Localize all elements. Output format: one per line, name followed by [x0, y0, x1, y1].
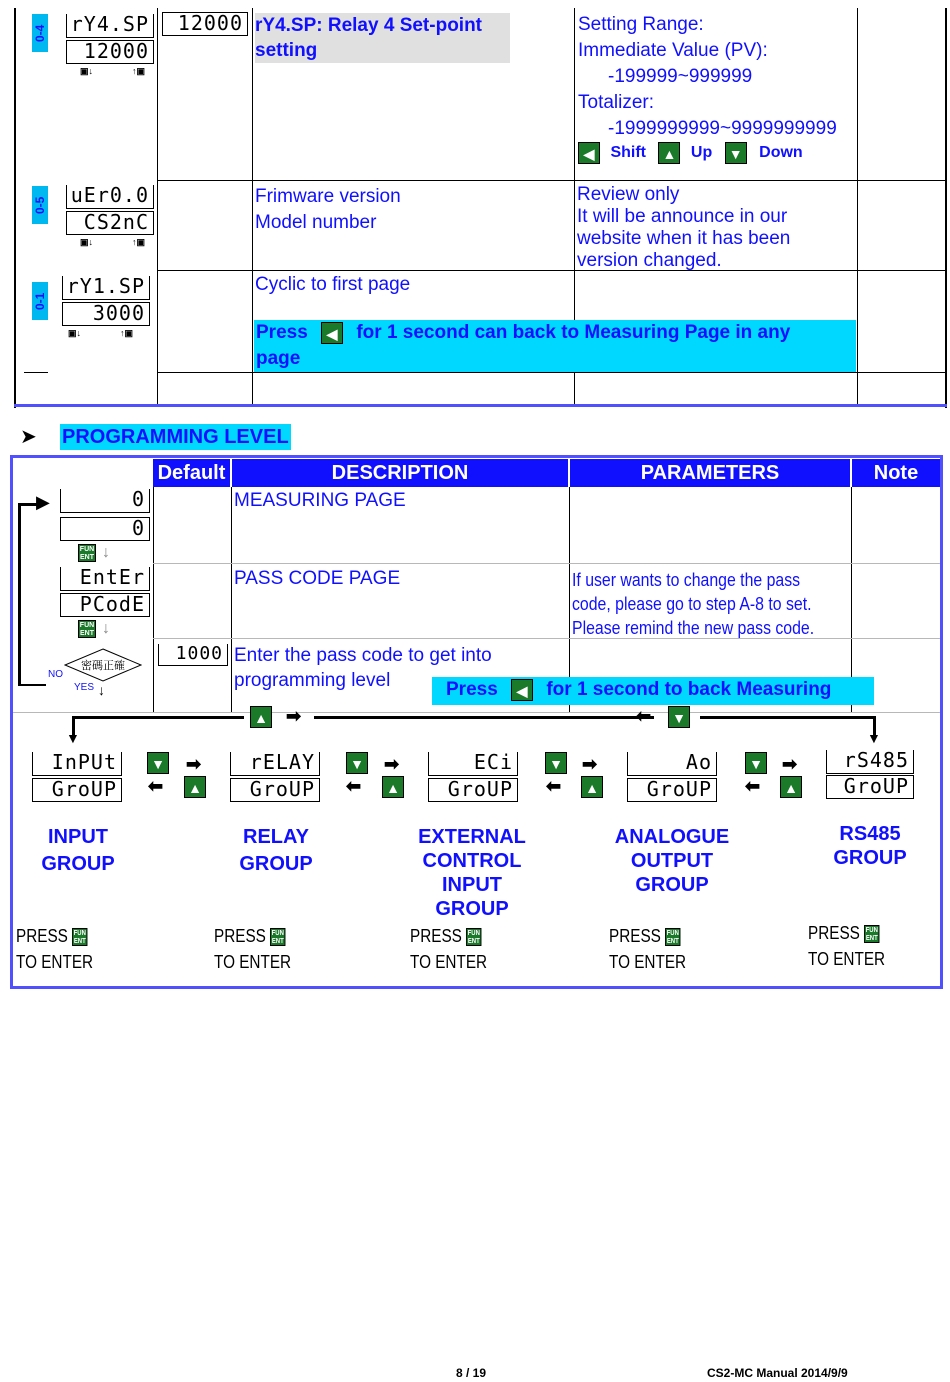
row-divider: [157, 180, 947, 181]
group-name: [218, 825, 334, 876]
lcd-display-bottom: 3000: [62, 302, 150, 326]
lcd-display-bottom: GroUP: [826, 775, 914, 799]
arrow-right-icon: ➡: [782, 754, 798, 774]
passcode-page-label: PASS CODE PAGE: [234, 568, 401, 589]
row-description: [255, 184, 401, 236]
up-key-icon: ▲: [382, 776, 404, 798]
down-key-icon: ▼: [545, 752, 567, 774]
group-name-line: GROUP: [833, 847, 907, 869]
key-down-icon: ▣↓: [80, 66, 94, 76]
manual-label: CS2-MC Manual 2014/9/9: [707, 1366, 848, 1380]
params-block: [578, 12, 837, 142]
press-enter-hint: [808, 920, 885, 972]
bullet-arrow-icon: ➤: [20, 426, 37, 448]
down-key-icon: ▼: [346, 752, 368, 774]
arrow-right-icon: ➡: [286, 706, 302, 726]
group-name-line: RS485: [839, 823, 901, 845]
down-label: Down: [759, 144, 803, 162]
row-divider: [157, 372, 947, 373]
down-key-icon: ▼: [725, 142, 747, 164]
press-enter-hint: [214, 923, 291, 975]
measuring-page-label: MEASURING PAGE: [234, 490, 406, 511]
press-hint-text: for 1 second can back to Measuring Page in any: [356, 322, 791, 343]
lcd-display-top: rELAY: [230, 752, 320, 776]
arrow-left-icon: ⬅: [148, 776, 164, 796]
up-key-icon: ▲: [184, 776, 206, 798]
loop-line: [18, 503, 21, 686]
step-label: 0-5: [32, 186, 48, 224]
group-name: [402, 825, 542, 921]
down-key-icon: ▲: [250, 706, 272, 728]
table-border-bottom: [10, 986, 943, 989]
lcd-display-top: uEr0.0: [66, 185, 154, 209]
shift-key-icon: ◀: [321, 322, 343, 344]
loop-line: [18, 684, 46, 686]
group-name-line: ANALOGUE: [614, 826, 730, 848]
enter-label: TO ENTER: [808, 949, 886, 969]
lcd-display-bottom: PCodE: [60, 593, 150, 617]
lcd-display-bottom: CS2nC: [66, 211, 154, 235]
params-line: Setting Range:: [578, 14, 704, 35]
passcode-params: [572, 568, 814, 640]
enter-label: TO ENTER: [410, 952, 488, 972]
desc-line: Frimware version: [255, 186, 401, 207]
params-line: If user wants to change the pass: [572, 570, 801, 590]
lcd-display-top: Ao: [627, 752, 717, 776]
lcd-display-top: InPUt: [32, 752, 122, 776]
shift-key-icon: ◀: [578, 142, 600, 164]
arrow-right-icon: ➡: [186, 754, 202, 774]
press-label: PRESS: [16, 926, 68, 946]
col-divider: [857, 8, 858, 404]
table-border-top: [10, 455, 943, 458]
lcd-display-bottom: GroUP: [32, 778, 122, 802]
group-name: [20, 825, 136, 876]
row-description: Cyclic to first page: [255, 274, 411, 295]
lcd-display-top: rY1.SP: [62, 276, 150, 300]
table-border-left: [14, 8, 16, 408]
up-key-icon: ▲: [581, 776, 603, 798]
params-line: Review only: [577, 184, 680, 205]
press-enter-hint: [609, 923, 686, 975]
params-line: -199999~999999: [608, 66, 753, 87]
table-border-left: [10, 455, 13, 988]
group-name-line: GROUP: [435, 898, 509, 920]
fun-ent-key-icon: FUN ENT: [666, 930, 679, 946]
key-up-icon: ↑▣: [132, 237, 146, 247]
params-line: website when it has been: [577, 228, 791, 249]
enter-label: TO ENTER: [609, 952, 687, 972]
header-parameters: PARAMETERS: [570, 459, 850, 487]
desc-line: Model number: [255, 212, 377, 233]
arrow-right-icon: ➡: [384, 754, 400, 774]
arrow-left-icon: ⬅: [346, 776, 362, 796]
press-label: Press: [446, 679, 498, 700]
row-divider: [157, 270, 947, 271]
table-border-right: [940, 455, 943, 988]
no-label: NO: [48, 669, 63, 680]
up-key-icon: ▲: [780, 776, 802, 798]
arrow-left-icon: ⬅: [745, 776, 761, 796]
params-line: Totalizer:: [578, 92, 655, 113]
decision-label: 密碼正確: [81, 660, 125, 672]
key-down-icon: ▣↓: [68, 328, 82, 338]
desc-line: Enter the pass code to get into: [234, 645, 492, 666]
params-line: Immediate Value (PV):: [578, 40, 768, 61]
group-name-line: RELAY: [243, 826, 309, 848]
up-label: Up: [690, 144, 713, 162]
row-divider: [153, 563, 940, 564]
header-default: Default: [153, 459, 230, 487]
group-name-line: GROUP: [41, 853, 115, 875]
shift-label: Shift: [610, 144, 646, 162]
press-label: PRESS: [214, 926, 266, 946]
group-name-line: INPUT: [442, 874, 502, 896]
group-name: [600, 825, 744, 897]
params-block: [577, 184, 790, 272]
lcd-display-bottom: GroUP: [627, 778, 717, 802]
enter-label: TO ENTER: [16, 952, 94, 972]
default-value: 12000: [162, 12, 248, 36]
press-hint-text: page: [256, 348, 301, 369]
row-divider: [13, 712, 940, 713]
lcd-display-top: 0: [60, 489, 150, 513]
lcd-display-bottom: 0: [60, 517, 150, 541]
page-number: 8 / 19: [456, 1366, 487, 1380]
col-divider: [231, 487, 232, 712]
arrow-right-icon: ▶: [36, 492, 50, 512]
fun-ent-key-icon: FUN ENT: [73, 930, 86, 946]
yes-label: YES: [74, 682, 95, 693]
fun-ent-key-icon: FUN ENT: [271, 930, 284, 946]
table-border-bottom: [14, 404, 947, 407]
fun-ent-key-icon: FUN ENT ↓: [79, 620, 110, 638]
lcd-display-top: EntEr: [60, 567, 150, 591]
fun-ent-key-icon: FUN ENT ↓: [79, 544, 110, 562]
desc-line: programming level: [234, 670, 391, 691]
down-key-icon: ▼: [147, 752, 169, 774]
table-border-right: [945, 8, 947, 408]
flow-line: [700, 716, 876, 719]
lcd-display-top: rS485: [826, 750, 914, 774]
shift-key-icon: ◀: [511, 679, 533, 701]
key-up-icon: ↑▣: [132, 66, 146, 76]
header-description: DESCRIPTION: [232, 459, 568, 487]
group-name-line: GROUP: [239, 853, 313, 875]
col-divider: [157, 8, 158, 404]
group-name-line: CONTROL: [422, 850, 522, 872]
params-line: version changed.: [577, 250, 722, 271]
press-hint-bar: [254, 320, 856, 372]
up-key-icon: ▲: [658, 142, 680, 164]
enter-label: TO ENTER: [214, 952, 292, 972]
lcd-display-bottom: GroUP: [230, 778, 320, 802]
press-hint-bar: [432, 677, 874, 705]
lcd-display-top: rY4.SP: [66, 14, 154, 38]
arrow-down-icon: ▼: [867, 730, 881, 746]
params-line: code, please go to step A-8 to set.: [572, 594, 812, 614]
group-name-line: GROUP: [635, 874, 709, 896]
press-label: PRESS: [609, 926, 661, 946]
fun-ent-key-icon: FUN ENT: [865, 927, 878, 943]
key-down-icon: ▣↓: [80, 237, 94, 247]
arrow-down-icon: ↓: [98, 682, 105, 698]
col-divider: [252, 8, 253, 404]
header-note: Note: [852, 459, 940, 487]
press-label: PRESS: [410, 926, 462, 946]
row-divider: [24, 372, 48, 373]
press-hint-text: for 1 second to back Measuring: [546, 679, 832, 700]
default-value: 1000: [158, 644, 228, 666]
press-enter-hint: [16, 923, 93, 975]
fun-ent-key-icon: FUN ENT: [467, 930, 480, 946]
flow-line: [72, 716, 244, 719]
lcd-display-bottom: 12000: [66, 40, 154, 64]
col-divider: [153, 487, 154, 712]
arrow-left-icon: ⬅: [636, 706, 652, 726]
group-name-line: OUTPUT: [630, 850, 714, 872]
group-name: [812, 822, 928, 870]
params-line: -1999999999~9999999999: [608, 118, 837, 139]
row-divider: [153, 638, 940, 639]
key-up-icon: ↑▣: [120, 328, 134, 338]
down-key-icon: ▼: [745, 752, 767, 774]
lcd-display-bottom: GroUP: [428, 778, 518, 802]
arrow-down-icon: ▼: [66, 730, 80, 746]
arrow-right-icon: ➡: [582, 754, 598, 774]
section-title: PROGRAMMING LEVEL: [62, 426, 289, 448]
press-label: Press: [256, 322, 308, 343]
group-name-line: EXTERNAL: [418, 826, 526, 848]
lcd-display-top: ECi: [428, 752, 518, 776]
press-enter-hint: [410, 923, 487, 975]
step-label: 0-1: [32, 282, 48, 320]
key-legend: [578, 142, 803, 164]
group-name-line: INPUT: [48, 826, 108, 848]
arrow-left-icon: ⬅: [546, 776, 562, 796]
press-label: PRESS: [808, 923, 860, 943]
row-title: rY4.SP: Relay 4 Set-point setting: [255, 13, 510, 63]
params-line: It will be announce in our: [577, 206, 788, 227]
down-key-icon: ▼: [668, 706, 690, 728]
step-label: 0-4: [32, 14, 48, 52]
flow-line: [314, 716, 654, 719]
params-line: Please remind the new pass code.: [572, 618, 815, 638]
